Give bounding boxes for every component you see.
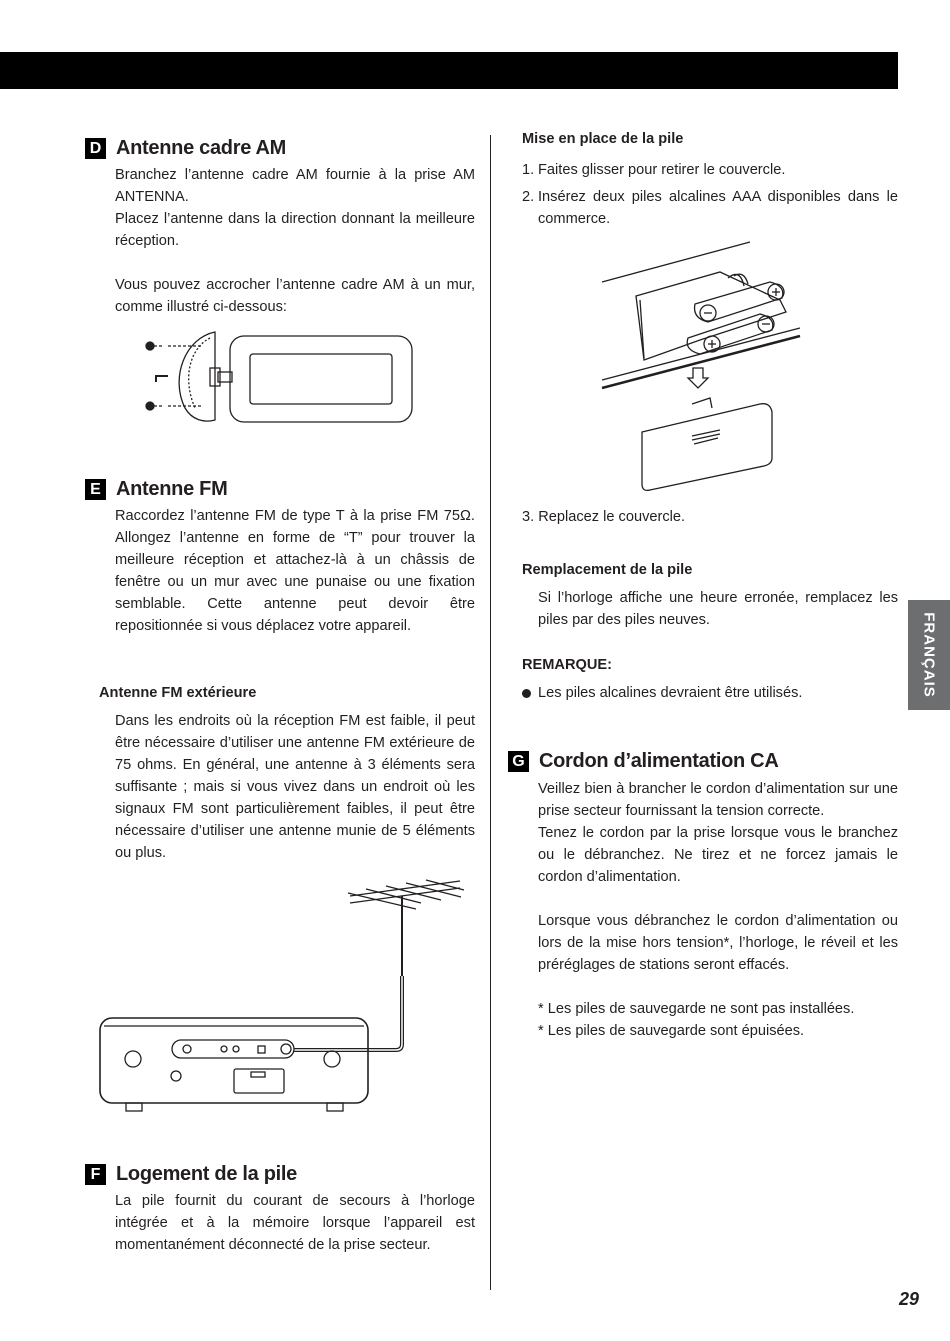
section-e-p1: Raccordez l’antenne FM de type T à la prise FM 75Ω. Allongez l’antenne en forme de “T” pour trouver la meilleure réception et attachez-là à un châssis de fenêtre ou un mur avec une punaise ou une fixation semblable. Cette antenne peut devoir être repositionnée si vous déplacez votre appareil. [115,508,475,634]
column-divider [490,135,491,1290]
battery-compartment-figure [600,240,805,495]
section-letter-f: F [85,1164,106,1185]
am-antenna-figure [140,328,420,428]
section-f-title: Logement de la pile [116,1162,297,1185]
section-g-note-1: * Les piles de sauvegarde ne sont pas installées. [538,1001,855,1017]
section-letter-g: G [508,751,529,772]
battery-install-title: Mise en place de la pile [522,131,684,147]
page-number: 29 [899,1289,920,1309]
language-tab-label: FRANÇAIS [920,612,938,698]
note-item: Les piles alcalines devraient être utilisés. [522,682,802,704]
section-f-heading [85,1162,297,1186]
arrow-icon [156,376,168,382]
section-d-p1: Branchez l’antenne cadre AM fournie à la prise AM ANTENNA. [115,167,475,205]
screw-icon [146,402,162,410]
screw-icon [146,342,162,350]
battery-icon [695,282,784,322]
outdoor-antenna-body [115,710,475,864]
section-g-body [538,778,898,1042]
outdoor-antenna-subtitle: Antenne FM extérieure [99,685,257,701]
outdoor-antenna-p: Dans les endroits où la réception FM est faible, il peut être nécessaire d’utiliser une antenne FM extérieure de 75 ohms. En général, une antenne à 3 éléments sera suffisante ; mais si vous vivez dans un endroit où les signaux FM sont particulièrement faibles, il peut être nécessaire d’utiliser une antenne munie de 5 éléments ou plus. [115,713,475,861]
section-d-p2: Placez l’antenne dans la direction donnant la meilleure réception. [115,211,475,249]
list-item: 1. Faites glisser pour retirer le couvercle. [522,162,786,178]
section-d-p3: Vous pouvez accrocher l’antenne cadre AM à un mur, comme illustré ci-dessous: [115,277,475,315]
battery-replace-title: Remplacement de la pile [522,562,693,578]
section-g-p2: Tenez le cordon par la prise lorsque vous le branchez ou le débranchez. Ne tirez et ne forcez jamais le cordon d’alimentation. [538,825,898,885]
section-e-title: Antenne FM [116,477,228,500]
section-g-p3: Lorsque vous débranchez le cordon d’alimentation ou lors de la mise hors tension*, l’horloge, le réveil et les préréglages de stations seront effacés. [538,913,898,973]
bullet-icon [522,689,531,698]
battery-replace-body [538,587,898,631]
antenna-icon [348,880,464,976]
section-letter-d: D [85,138,106,159]
section-f-p1: La pile fournit du courant de secours à l’horloge intégrée et à la mémoire lorsque l’appareil est momentanément déconnecté de la prise secteur. [115,1193,475,1253]
language-tab [908,600,950,710]
battery-step-3: 3. Replacez le couvercle. [522,509,686,525]
section-d-title: Antenne cadre AM [116,136,287,159]
section-e-body [115,505,475,637]
list-item: 2. Insérez deux piles alcalines AAA disponibles dans le commerce. [522,189,898,227]
fm-outdoor-antenna-figure [96,876,476,1116]
section-g-title: Cordon d’alimentation CA [539,749,779,772]
section-g-heading [508,749,778,773]
note-title: REMARQUE: [522,657,612,673]
header-bar [0,52,898,89]
battery-install-steps [522,159,898,235]
section-d-heading [85,136,286,160]
arrow-down-icon [688,368,708,388]
section-letter-e: E [85,479,106,500]
section-g-p1: Veillez bien à brancher le cordon d’alimentation sur une prise secteur fournissant la tension correcte. [538,781,898,819]
battery-replace-p: Si l’horloge affiche une heure erronée, remplacez les piles par des piles neuves. [538,590,898,628]
section-g-note-2: * Les piles de sauvegarde sont épuisées. [538,1023,805,1039]
section-f-body [115,1190,475,1256]
section-d-body [115,164,475,318]
section-e-heading [85,477,227,501]
